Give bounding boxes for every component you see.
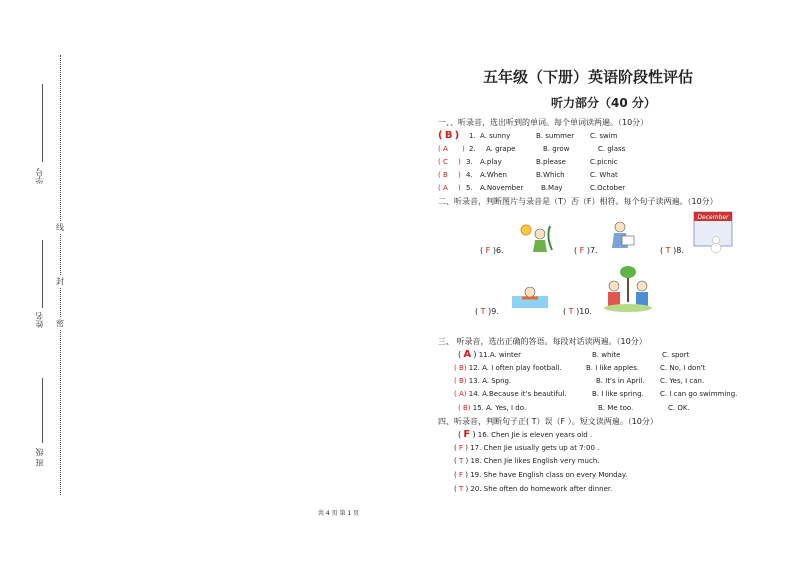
- seal-dotted-line: [60, 55, 61, 495]
- december-calendar-picture: [690, 210, 738, 262]
- answer: B: [462, 404, 468, 412]
- answer: F: [579, 246, 585, 255]
- answer: F: [458, 444, 463, 452]
- answer: T: [665, 246, 671, 255]
- answer: A: [463, 349, 472, 360]
- list-item: ( B) 15. A. Yes, I do.: [458, 404, 527, 412]
- student-number-label: 学号: [35, 168, 44, 184]
- list-item: ( B ): [438, 171, 461, 179]
- seal-char-xian: 线: [56, 223, 64, 232]
- list-item: ( A ) 11.A. winter: [458, 349, 521, 360]
- list-item: ( B) 12. A. I often play football.: [454, 364, 562, 372]
- list-item: ( A ): [438, 184, 461, 192]
- picture-item-10: ( T )10.: [563, 307, 592, 316]
- list-item: ( A) 14. A.Because it's beautiful.: [454, 390, 567, 398]
- section1-heading: 一、、听录音，选出听到的单词。每个单词读两遍。（10分）: [438, 118, 649, 127]
- section2-heading: 二、听录音，判断图片与录音是（T）否（F）相符。每个句子读两遍。（10分）: [438, 197, 718, 206]
- list-item: ( C ): [438, 158, 461, 166]
- list-item: ( A ): [438, 145, 465, 153]
- class-line: [42, 378, 43, 443]
- drawing-picture: [606, 220, 636, 254]
- seal-char-mi: 密: [56, 319, 64, 328]
- answer: F: [463, 429, 471, 440]
- answer: ( A: [438, 145, 448, 153]
- calendar-month-label: December: [697, 214, 729, 221]
- answer: T: [480, 307, 486, 316]
- seal-char-feng: 封: [56, 277, 64, 286]
- student-number-line: [42, 84, 43, 162]
- name-line: [42, 240, 43, 308]
- picture-item-8: ( T )8.: [660, 246, 684, 255]
- list-item: ( F ) 16. Chen Jie is eleven years old .: [458, 429, 593, 440]
- section3-heading: 三、 听录音，选出正确的答语。每段对话读两遍。（10分）: [438, 337, 647, 346]
- section4-heading: 四、听录音，判断句子正( T）误（F ）。短文读两遍。（10分）: [438, 417, 658, 426]
- answer: B: [458, 364, 464, 372]
- list-item: ( F ) 19. She have English class on every Monday.: [454, 471, 628, 479]
- list-item: ( B) 13. A. Spng.: [454, 377, 512, 385]
- page-title: 五年级（下册）英语阶段性评估: [483, 68, 694, 86]
- answer: ( C: [438, 158, 448, 166]
- sunny-person-picture: [516, 222, 556, 256]
- answer: T: [458, 485, 464, 493]
- answer: T: [568, 307, 574, 316]
- class-label: 班 级: [35, 448, 44, 467]
- list-item: ( T ) 18. Chen Jie likes English very much.: [454, 457, 600, 465]
- name-label: 姓名: [35, 312, 44, 328]
- list-item: ( B ): [438, 130, 460, 141]
- list-item: ( F ) 17. Chen Jie usually gets up at 7:00 .: [454, 444, 600, 452]
- picture-item-6: ( F )6.: [480, 246, 504, 255]
- page-footer: 共 4 页 第 1 页: [318, 510, 360, 517]
- page-subtitle: 听力部分（40 分）: [551, 96, 656, 110]
- answer: F: [485, 246, 491, 255]
- answer: ( A: [438, 184, 448, 192]
- answer: A: [458, 390, 464, 398]
- answer: T: [458, 457, 464, 465]
- planting-trees-picture: [600, 262, 656, 318]
- picture-item-9: ( T )9.: [475, 307, 499, 316]
- answer: F: [458, 471, 463, 479]
- answer: ( B: [438, 171, 448, 179]
- answer: B: [458, 377, 464, 385]
- picture-item-7: ( F )7.: [574, 246, 598, 255]
- answer: B: [444, 130, 453, 141]
- swimming-picture: [510, 280, 550, 314]
- list-item: ( T ) 20. She often do homework after dinner.: [454, 485, 613, 493]
